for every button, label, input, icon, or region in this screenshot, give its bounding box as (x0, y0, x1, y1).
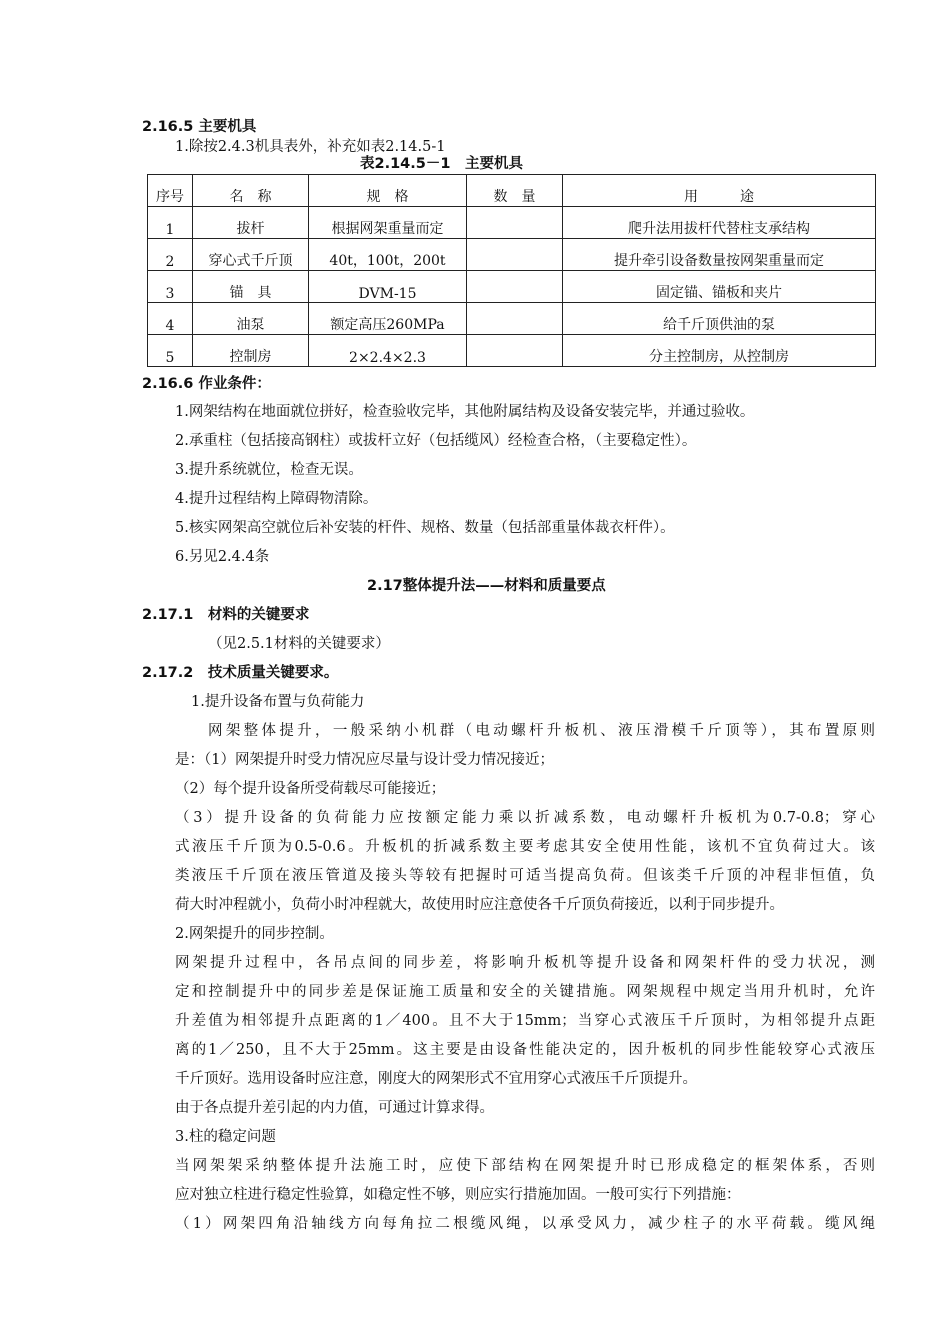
subsection-heading: 3.柱的稳定问题 (175, 1129, 276, 1145)
list-item: 2.承重柱（包括接高钢柱）或拔杆立好（包括缆风）经检查合格，（主要稳定性）。 (175, 433, 697, 449)
list-item: 1.网架结构在地面就位拼好，检查验收完毕，其他附属结构及设备安装完毕，并通过验收。 (175, 404, 755, 420)
section-title-2-17: 2.17整体提升法——材料和质量要点 (367, 578, 606, 594)
table-cell: 固定锚、锚板和夹片 (563, 271, 876, 303)
paragraph-line: 由于各点提升差引起的内力值，可通过计算求得。 (175, 1100, 494, 1116)
list-item: 6.另见2.4.4条 (175, 549, 270, 565)
table-cell (467, 303, 563, 335)
tools-table (147, 174, 876, 367)
table-cell (467, 271, 563, 303)
section-heading-2-17-2: 2.17.2 技术质量关键要求。 (142, 665, 339, 681)
table-caption: 表2.14.5－1 主要机具 (360, 156, 523, 172)
table-header-cell: 序号 (148, 175, 193, 207)
table-cell: 给千斤顶供油的泵 (563, 303, 876, 335)
table-row (148, 303, 876, 335)
table-header-cell: 数 量 (467, 175, 563, 207)
table-header-cell: 用 途 (563, 175, 876, 207)
table-cell: 爬升法用拔杆代替柱支承结构 (563, 207, 876, 239)
table-header-cell: 规 格 (309, 175, 467, 207)
subsection-heading: 1.提升设备布置与负荷能力 (191, 694, 365, 710)
table-cell: 分主控制房，从控制房 (563, 335, 876, 367)
table-row (148, 271, 876, 303)
table-cell: 额定高压260MPa (309, 303, 467, 335)
table-cell: 1 (148, 207, 193, 239)
table-header-cell: 名 称 (193, 175, 309, 207)
table-cell: 3 (148, 271, 193, 303)
table-row (148, 335, 876, 367)
table-cell: 5 (148, 335, 193, 367)
table-cell: 拔杆 (193, 207, 309, 239)
table-row (148, 207, 876, 239)
list-item: 3.提升系统就位，检查无误。 (175, 462, 363, 478)
table-cell (467, 239, 563, 271)
table-header-row (148, 175, 876, 207)
table-cell: 4 (148, 303, 193, 335)
table-cell: 控制房 (193, 335, 309, 367)
paragraph-line: 式液压千斤顶为0.5-0.6。升板机的折减系数主要考虑其安全使用性能，该机不宜负荷过大。该 (175, 839, 875, 855)
table-cell: 锚 具 (193, 271, 309, 303)
paragraph-line: （2）每个提升设备所受荷载尽可能接近； (175, 781, 446, 797)
table-cell: 40t，100t，200t (309, 239, 467, 271)
list-item: 5.核实网架高空就位后补安装的杆件、规格、数量（包括部重量体裁衣杆件）。 (175, 520, 675, 536)
paragraph-line: （3）提升设备的负荷能力应按额定能力乘以折减系数，电动螺杆升板机为0.7-0.8；穿心 (175, 810, 875, 826)
list-item: 4.提升过程结构上障碍物清除。 (175, 491, 378, 507)
table-cell: 穿心式千斤顶 (193, 239, 309, 271)
table-cell: 2×2.4×2.3 (309, 335, 467, 367)
paragraph-line: 应对独立柱进行稳定性验算，如稳定性不够，则应实行措施加固。一般可实行下列措施： (175, 1187, 741, 1203)
paragraph-line: 荷大时冲程就小，负荷小时冲程就大，故使用时应注意使各千斤顶负荷接近，以利于同步提升。 (175, 897, 784, 913)
table-row (148, 239, 876, 271)
table-cell (467, 335, 563, 367)
section-intro: 1.除按2.4.3机具表外，补充如表2.14.5-1 (175, 139, 446, 155)
section-heading-2-17-1: 2.17.1 材料的关键要求 (142, 607, 310, 623)
paragraph-line: 当网架架采纳整体提升法施工时，应使下部结构在网架提升时已形成稳定的框架体系，否则 (175, 1158, 875, 1174)
table-cell: 提升牵引设备数量按网架重量而定 (563, 239, 876, 271)
table-cell: 根据网架重量而定 (309, 207, 467, 239)
paragraph-line: （见2.5.1材料的关键要求） (208, 636, 390, 652)
paragraph-line: 升差值为相邻提升点距离的1／400。且不大于15mm；当穿心式液压千斤顶时，为相邻提升点距 (175, 1013, 875, 1029)
paragraph-line: 定和控制提升中的同步差是保证施工质量和安全的关键措施。网架规程中规定当用升机时，允许 (175, 984, 875, 1000)
table-cell: 油泵 (193, 303, 309, 335)
paragraph-line: 网架提升过程中，各吊点间的同步差，将影响升板机等提升设备和网架杆件的受力状况，测 (175, 955, 875, 971)
paragraph-line: （1）网架四角沿轴线方向每角拉二根缆风绳，以承受风力，减少柱子的水平荷载。缆风绳 (175, 1216, 875, 1232)
paragraph-line: 网架整体提升，一般采纳小机群（电动螺杆升板机、液压滑模千斤顶等），其布置原则 (208, 723, 875, 739)
subsection-heading: 2.网架提升的同步控制。 (175, 926, 334, 942)
paragraph-line: 是：（1）网架提升时受力情况应尽量与设计受力情况接近； (175, 752, 554, 768)
section-heading-2-16-5: 2.16.5 主要机具 (142, 119, 257, 135)
paragraph-line: 离的1／250，且不大于25mm。这主要是由设备性能决定的，因升板机的同步性能较穿心式液压 (175, 1042, 875, 1058)
table-cell: DVM-15 (309, 271, 467, 303)
paragraph-line: 类液压千斤顶在液压管道及接头等较有把握时可适当提高负荷。但该类千斤顶的冲程非恒值，负 (175, 868, 875, 884)
section-heading-2-16-6: 2.16.6 作业条件： (142, 376, 271, 392)
table-cell (467, 207, 563, 239)
paragraph-line: 千斤顶好。选用设备时应注意，刚度大的网架形式不宜用穿心式液压千斤顶提升。 (175, 1071, 697, 1087)
table-cell: 2 (148, 239, 193, 271)
